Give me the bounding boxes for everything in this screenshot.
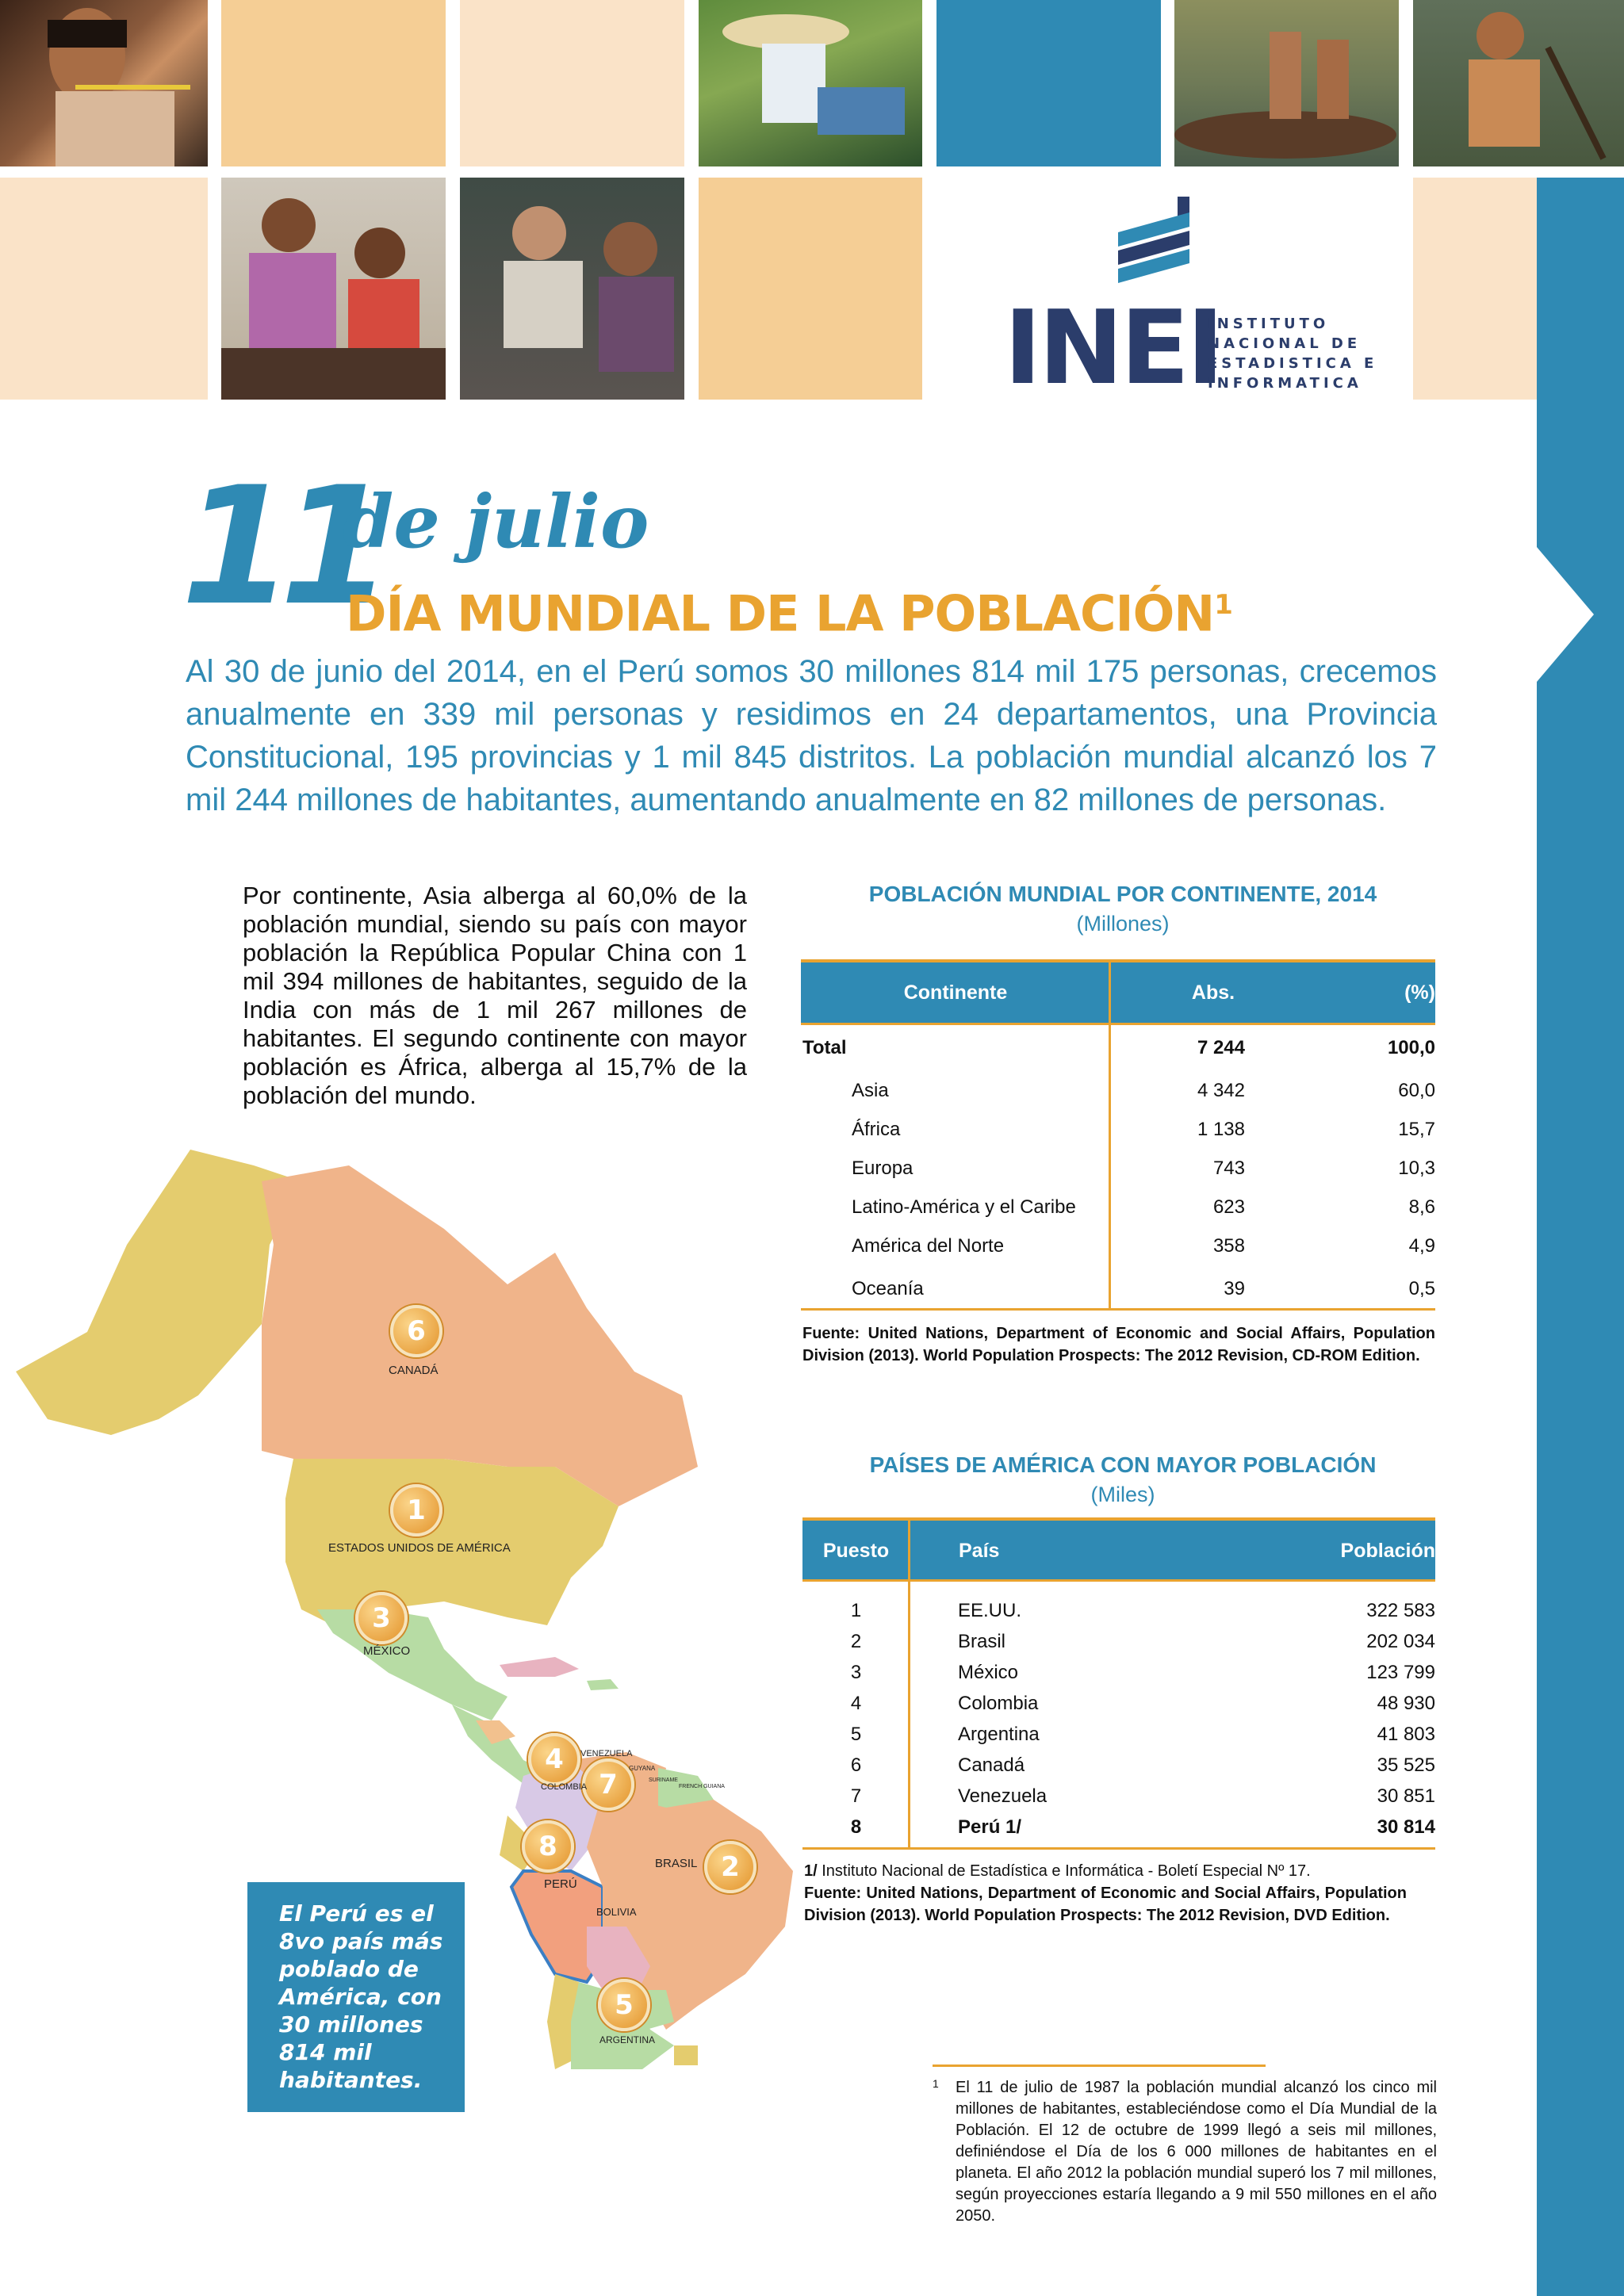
cell-poblacion: 30 851: [1377, 1785, 1435, 1807]
map-label-french-guiana: FRENCH GUIANA: [679, 1784, 725, 1789]
map-label-usa: ESTADOS UNIDOS DE AMÉRICA: [328, 1541, 511, 1555]
cell-puesto: 2: [850, 1631, 862, 1652]
cell-continent: Asia: [852, 1080, 889, 1101]
cell-abs: 7 244: [1197, 1037, 1245, 1058]
date-number: 11: [181, 453, 379, 641]
footnote-text: El 11 de julio de 1987 la población mundial alcanzó los cinco mil millones de habitantes, estableciéndose como el Día Mundial de la Población. El 12 de octubre de 1999 llegó a seis mil millones, definiéndose el Día de los 6 000 millones de habitantes en el planeta. El año 2012 la población mundial superó los 7 mil millones, según proyecciones estaría llegando a 9 mil 550 millones en el año 2050.: [956, 2079, 1437, 2225]
header-puesto: Puesto: [822, 1540, 890, 1562]
table-note: [804, 1860, 1437, 1882]
cell-pais: Colombia: [958, 1693, 1039, 1714]
cell-continent: América del Norte: [852, 1235, 1005, 1257]
cell-pais: Argentina: [958, 1724, 1040, 1745]
rank-badge-brasil: 2: [704, 1841, 756, 1893]
table-divider: [1109, 962, 1111, 1308]
rank-badge-peru: 8: [522, 1820, 574, 1873]
children-illustration-2: [460, 178, 684, 400]
logo-mark-icon: [1114, 197, 1193, 300]
tile-blue-1: [936, 0, 1161, 166]
date-text: de julio: [343, 479, 649, 564]
farmer-illustration: [699, 0, 922, 166]
cell-abs: 4 342: [1197, 1080, 1245, 1101]
cell-continent: África: [852, 1119, 901, 1140]
logo-wordmark: INEI: [1004, 289, 1221, 408]
rank-badge-argentina: 5: [598, 1979, 650, 2031]
rank-badge-usa: 1: [390, 1484, 442, 1536]
cell-pct: 4,9: [1408, 1235, 1435, 1257]
cell-poblacion: 123 799: [1366, 1662, 1435, 1683]
cell-pais: EE.UU.: [958, 1600, 1022, 1621]
cell-poblacion: 35 525: [1377, 1755, 1435, 1776]
photo-artisan: [0, 0, 208, 166]
logo-line: INSTITUTO: [1208, 316, 1330, 332]
cell-poblacion: 202 034: [1366, 1631, 1435, 1652]
map-label-peru: PERÚ: [544, 1877, 577, 1891]
canoe-illustration: [1174, 0, 1399, 166]
page-title-text: DÍA MUNDIAL DE LA POBLACIÓN: [346, 584, 1215, 643]
rank-badge-colombia: 4: [528, 1733, 580, 1785]
side-band: [1537, 178, 1624, 2296]
map-label-brasil: BRASIL: [655, 1857, 698, 1870]
logo-line: NACIONAL DE: [1208, 335, 1362, 352]
cell-pct: 60,0: [1398, 1080, 1435, 1101]
children-illustration-1: [221, 178, 446, 400]
cell-abs: 39: [1224, 1278, 1245, 1299]
logo-line: ESTADISTICA E: [1208, 355, 1378, 372]
photo-canoe: [1174, 0, 1399, 166]
cell-pais: Venezuela: [958, 1785, 1048, 1807]
header-pais: País: [959, 1540, 1000, 1562]
rank-badge-mexico: 3: [355, 1592, 408, 1644]
map-label-colombia: COLOMBIA: [541, 1782, 588, 1792]
map-label-mexico: MÉXICO: [363, 1644, 411, 1658]
logo-line: INFORMATICA: [1208, 375, 1362, 392]
cell-continent: Latino-América y el Caribe: [852, 1196, 1076, 1218]
photo-farmer: [699, 0, 922, 166]
tile-cream-2: [0, 178, 208, 400]
cell-poblacion: 30 814: [1377, 1816, 1435, 1838]
map-label-argentina: ARGENTINA: [599, 2034, 656, 2045]
cell-abs: 1 138: [1197, 1119, 1245, 1140]
cell-poblacion: 41 803: [1377, 1724, 1435, 1745]
photo-children-1: [221, 178, 446, 400]
cell-puesto: 5: [850, 1724, 862, 1745]
page-title: [346, 577, 1232, 642]
photo-children-2: [460, 178, 684, 400]
table-bottom-rule: [801, 1308, 1435, 1311]
map-label-venezuela: VENEZUELA: [580, 1749, 633, 1758]
header-continente: Continente: [903, 982, 1008, 1004]
header-abs: Abs.: [1191, 982, 1235, 1004]
table-header-rule: [802, 1579, 1435, 1582]
cell-pct: 10,3: [1398, 1158, 1435, 1179]
note-mark: 1/: [804, 1862, 818, 1880]
cell-pais: Perú 1/: [958, 1816, 1022, 1838]
table-header-rule: [801, 1023, 1435, 1025]
cell-poblacion: 48 930: [1377, 1693, 1435, 1714]
cell-puesto: 8: [850, 1816, 862, 1838]
cell-puesto: 4: [850, 1693, 862, 1714]
tile-sand-2: [699, 178, 922, 400]
table-title: POBLACIÓN MUNDIAL POR CONTINENTE, 2014: [868, 882, 1377, 906]
note-text: Instituto Nacional de Estadística e Informática - Boletí Especial Nº 17.: [817, 1862, 1311, 1880]
table-header: [801, 962, 1435, 1023]
side-band-notch: [1537, 547, 1594, 682]
rank-badge-venezuela: 7: [582, 1758, 634, 1811]
logo-subtitle: [1208, 314, 1377, 393]
photo-rower: [1413, 0, 1624, 166]
map-label-bolivia: BOLIVIA: [596, 1906, 637, 1918]
table-title: PAÍSES DE AMÉRICA CON MAYOR POBLACIÓN: [869, 1452, 1377, 1477]
title-footnote-mark: 1: [1214, 589, 1232, 621]
peru-callout-text: El Perú es el 8vo país más poblado de América, con 30 millones 814 mil habitantes.: [279, 1900, 443, 2093]
header-poblacion: Población: [1340, 1540, 1435, 1562]
table-subtitle: (Miles): [1090, 1483, 1155, 1506]
lead-paragraph: Al 30 de junio del 2014, en el Perú somos 30 millones 814 mil 175 personas, crecemos anualmente en 339 mil personas y residimos en 24 departamentos, una Provincia Constitucional, 195 provincias y 1 mil 845 distritos. La población mundial alcanzó los 7 mil 244 millones de habitantes, aumentando anualmente en 82 millones de personas.: [186, 654, 1437, 817]
footnote-rule: [933, 2064, 1266, 2067]
tile-cream-3: [1413, 178, 1537, 400]
cell-continent: Europa: [852, 1158, 914, 1179]
cell-pct: 100,0: [1387, 1037, 1435, 1058]
cell-pais: México: [958, 1662, 1019, 1683]
cell-abs: 358: [1212, 1235, 1245, 1257]
cell-pct: 8,6: [1408, 1196, 1435, 1218]
map-label-canada: CANADÁ: [389, 1364, 439, 1377]
cell-continent: Oceanía: [852, 1278, 924, 1299]
cell-pais: Canadá: [958, 1755, 1025, 1776]
header-pct: (%): [1404, 982, 1435, 1004]
table-bottom-rule: [802, 1847, 1435, 1850]
tile-sand-1: [221, 0, 446, 166]
rower-illustration: [1413, 0, 1624, 166]
cell-pct: 15,7: [1398, 1119, 1435, 1140]
cell-poblacion: 322 583: [1366, 1600, 1435, 1621]
table-source: Fuente: United Nations, Department of Economic and Social Affairs, Population Division (2013). World Population Prospects: The 2012 Revision, CD-ROM Edition.: [802, 1325, 1435, 1364]
footnote-mark: 1: [933, 2077, 939, 2090]
cell-continent: Total: [802, 1037, 847, 1058]
table-subtitle: (Millones): [1076, 912, 1170, 936]
cell-pais: Brasil: [958, 1631, 1006, 1652]
cell-pct: 0,5: [1408, 1278, 1435, 1299]
map-label-guyana: GUYANA: [629, 1765, 656, 1772]
rank-badge-canada: 6: [390, 1305, 442, 1357]
body-paragraph: Por continente, Asia alberga al 60,0% de la población mundial, siendo su país con mayor población la República Popular China con 1 mil 394 millones de habitantes, seguido de la India con más de 1 mil 267 millones de habitantes. El segundo continente con mayor población es África, alberga al 15,7% de la población del mundo.: [243, 882, 747, 1109]
cell-abs: 743: [1212, 1158, 1245, 1179]
cell-puesto: 1: [850, 1600, 862, 1621]
map-label-suriname: SURINAME: [649, 1777, 678, 1783]
cell-puesto: 7: [850, 1785, 862, 1807]
cell-puesto: 6: [850, 1755, 862, 1776]
tile-cream-1: [460, 0, 684, 166]
cell-puesto: 3: [850, 1662, 862, 1683]
artisan-illustration: [0, 0, 208, 166]
cell-abs: 623: [1212, 1196, 1245, 1218]
table-header: [802, 1521, 1435, 1579]
table-source: Fuente: United Nations, Department of Economic and Social Affairs, Population Division (2013). World Population Prospects: The 2012 Revision, DVD Edition.: [804, 1885, 1407, 1924]
